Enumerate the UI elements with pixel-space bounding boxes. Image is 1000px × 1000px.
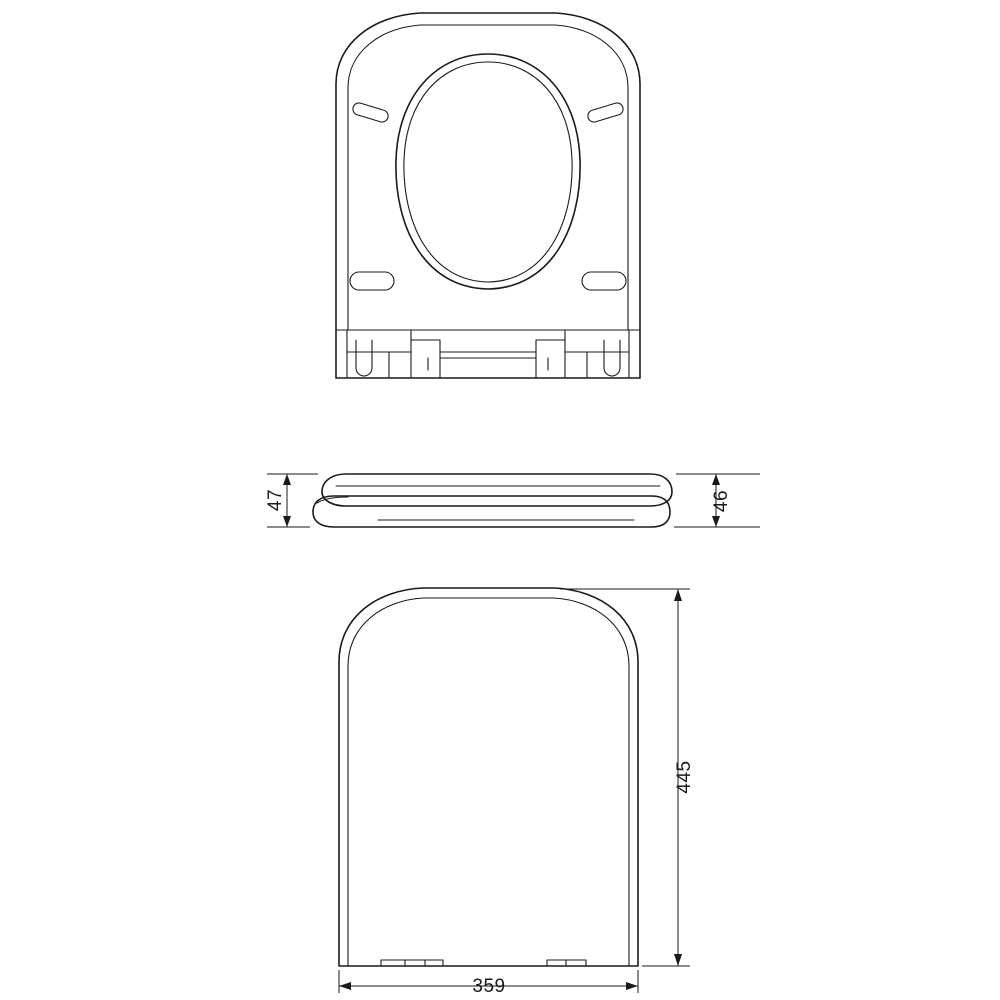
- dim46-arrow-bottom: [712, 516, 720, 527]
- buffer-slot-lower-left: [350, 272, 394, 290]
- seat-aperture: [396, 54, 580, 289]
- hinge-right-outline: [565, 330, 629, 352]
- seat-profile: [313, 496, 670, 527]
- dimension-47: [265, 474, 318, 527]
- hinge-block-right: [536, 330, 629, 378]
- dim47-label: 47: [265, 488, 286, 512]
- hinge-left-pin-slot: [356, 340, 372, 376]
- dimension-46: [674, 474, 760, 527]
- hinge-right-pin-slot: [604, 340, 620, 376]
- dimension-359: [339, 970, 638, 997]
- dim359-arrow-right: [626, 982, 638, 990]
- dim359-arrow-left: [339, 982, 351, 990]
- seat-rim-inner-contour: [348, 25, 628, 330]
- view-top-seat-ring: [336, 13, 640, 378]
- hinge-left-outline: [347, 330, 411, 352]
- dim445-label: 445: [674, 760, 695, 794]
- buffer-slot-lower-right: [582, 272, 626, 290]
- dim47-arrow-bottom: [283, 516, 291, 527]
- dim46-label: 46: [711, 489, 732, 513]
- hinge-right-bracket: [536, 340, 565, 378]
- dim47-arrow-top: [283, 474, 291, 485]
- dim445-arrow-bottom: [674, 954, 682, 966]
- view-lid-top: [339, 588, 695, 997]
- lid-buffer-left: [381, 960, 443, 966]
- lid-outer-contour: [339, 588, 638, 966]
- dim445-arrow-top: [674, 589, 682, 601]
- seat-outer-contour: [336, 13, 640, 378]
- hinge-left-bracket: [411, 340, 440, 378]
- dim359-label: 359: [472, 976, 506, 997]
- buffer-slot-upper-right: [588, 103, 623, 122]
- lid-inner-contour: [348, 598, 629, 966]
- hinge-block-left: [347, 330, 440, 378]
- dimension-445: [560, 589, 695, 966]
- seat-aperture-inner: [404, 62, 572, 282]
- dim46-arrow-top: [712, 474, 720, 485]
- buffer-slot-upper-left: [353, 103, 388, 122]
- lid-profile: [322, 474, 672, 506]
- view-side-profile: [265, 474, 760, 527]
